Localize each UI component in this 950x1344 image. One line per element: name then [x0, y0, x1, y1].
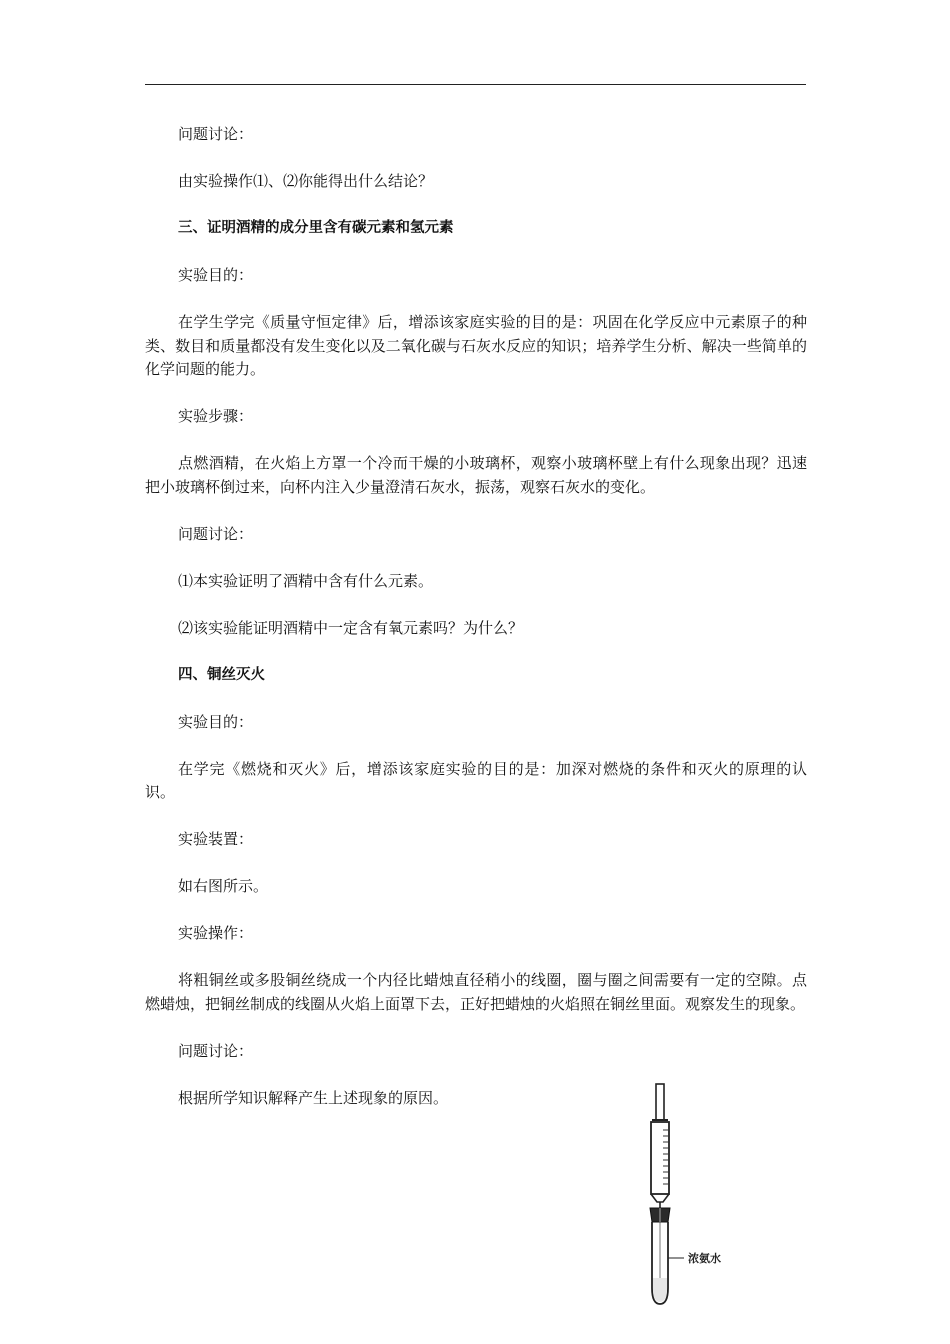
paragraph: 点燃酒精，在火焰上方罩一个冷而干燥的小玻璃杯，观察小玻璃杯壁上有什么现象出现？迅速把小玻璃杯倒过来，向杯内注入少量澄清石灰水，振荡，观察石灰水的变化。: [145, 454, 807, 496]
test-tube-icon: [652, 1222, 684, 1304]
paragraph: 实验装置：: [178, 830, 254, 848]
paragraph: 实验目的：: [178, 712, 254, 731]
stopper-icon: [650, 1208, 670, 1222]
section-heading: 三、证明酒精的成分里含有碳元素和氢元素: [178, 220, 454, 236]
paragraph: 在学生学完《质量守恒定律》后，增添该家庭实验的目的是：巩固在化学反应中元素原子的种类、数目和质量都没有发生变化以及二氧化碳与石灰水反应的知识；培养学生分析、解决一些简单的化学问题的能力。: [145, 313, 807, 378]
paragraph: ⑴本实验证明了酒精中含有什么元素。: [178, 571, 434, 590]
section-heading: 四、铜丝灭火: [178, 666, 265, 683]
document-body: [145, 123, 807, 1134]
paragraph: 实验目的：: [178, 266, 254, 284]
paragraph: 问题讨论：: [178, 524, 254, 543]
paragraph: 问题讨论：: [178, 1041, 254, 1060]
paragraph: 实验步骤：: [178, 407, 254, 425]
syringe-icon: [651, 1084, 669, 1208]
header-rule: [145, 84, 806, 85]
apparatus-figure: [630, 1082, 760, 1312]
paragraph: 如右图所示。: [178, 877, 269, 895]
figure-label: 浓氨水: [688, 1252, 721, 1265]
paragraph: 问题讨论：: [178, 125, 254, 143]
paragraph: 由实验操作⑴、⑵你能得出什么结论？: [178, 172, 434, 190]
paragraph: 根据所学知识解释产生上述现象的原因。: [178, 1088, 449, 1107]
paragraph: 将粗铜丝或多股铜丝绕成一个内径比蜡烛直径稍小的线圈，圈与圈之间需要有一定的空隙。点燃蜡烛，把铜丝制成的线圈从火焰上面罩下去，正好把蜡烛的火焰照在铜丝里面。观察发生的现象。: [145, 971, 807, 1013]
paragraph: ⑵该实验能证明酒精中一定含有氧元素吗？为什么？: [178, 618, 524, 637]
paragraph: 在学完《燃烧和灭火》后，增添该家庭实验的目的是：加深对燃烧的条件和灭火的原理的认识。: [145, 759, 807, 801]
syringe-test-tube-illustration: [630, 1082, 760, 1312]
paragraph: 实验操作：: [178, 924, 254, 942]
